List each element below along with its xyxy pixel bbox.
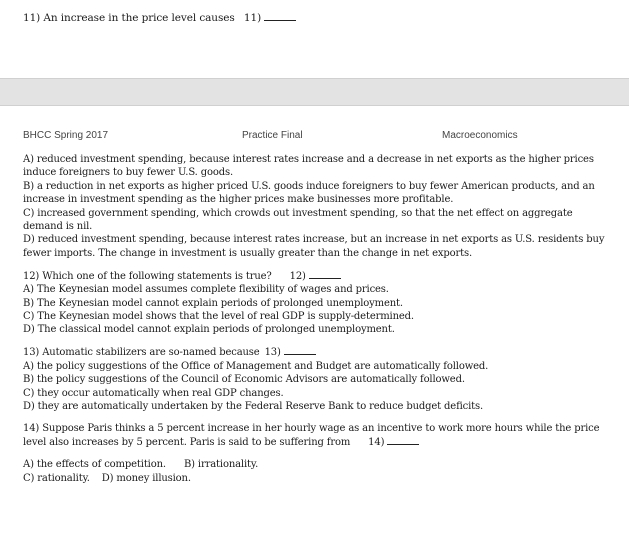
q11-option-b: B) a reduction in net exports as higher priced U.S. goods induce foreigners to buy fewer American products, and an increase in investment spending as the higher prices make businesses more profitable.: [23, 180, 595, 206]
page-header: [0, 130, 629, 144]
header-title: Practice Final: [242, 130, 303, 141]
q12-option-c: C) The Keynesian model shows that the level of real GDP is supply-determined.: [23, 310, 414, 322]
header-subject: Macroeconomics: [442, 130, 518, 141]
answer-blank-11[interactable]: [264, 11, 296, 21]
answer-blank-13[interactable]: [284, 345, 316, 355]
question-14-text: 14) Suppose Paris thinks a 5 percent increase in her hourly wage as an incentive to work more hours while the price level also increases by 5 percent. Paris is said to be suffering from: [23, 422, 600, 449]
q11-option-a: A) reduced investment spending, because interest rates increase and a decrease in net exports as the higher prices induce foreigners to buy fewer U.S. goods.: [23, 154, 594, 179]
page-break: [0, 78, 629, 106]
q14-option-a: A) the effects of competition.: [23, 459, 166, 471]
previous-page-bottom: [0, 0, 629, 78]
q13-option-d: D) they are automatically undertaken by the Federal Reserve Bank to reduce budget deficits.: [23, 400, 484, 412]
question-body: [23, 153, 605, 485]
q11-option-d: D) reduced investment spending, because interest rates increase, but an increase in net exports as U.S. residents buy fewer imports. The change in investment is usually greater than the change in net exports.: [23, 234, 605, 259]
question-12-text: 12) Which one of the following statements is true?: [23, 270, 272, 282]
q14-option-c: C) rationality.: [23, 472, 90, 484]
question-11-stem: [23, 11, 296, 24]
q12-option-d: D) The classical model cannot explain periods of prolonged unemployment.: [23, 324, 395, 336]
q11-option-c: C) increased government spending, which crowds out investment spending, so that the net effect on aggregate demand is nil.: [23, 207, 573, 233]
question-14-stem: [23, 422, 605, 450]
q13-option-a: A) the policy suggestions of the Office of Management and Budget are automatically followed.: [23, 360, 489, 372]
q14-option-b: B) irrationality.: [183, 459, 259, 471]
question-11-text: 11) An increase in the price level causes: [23, 12, 235, 24]
question-13-text: 13) Automatic stabilizers are so-named because: [23, 347, 260, 359]
q13-option-b: B) the policy suggestions of the Council of Economic Advisors are automatically followed.: [23, 374, 465, 386]
question-11-ref: 11): [243, 12, 262, 24]
question-12-ref: 12): [289, 270, 306, 282]
question-14-ref: 14): [368, 437, 385, 449]
header-course: BHCC Spring 2017: [23, 130, 109, 141]
answer-blank-12[interactable]: [309, 269, 341, 279]
question-13-ref: 13): [264, 347, 281, 359]
q13-option-c: C) they occur automatically when real GDP changes.: [23, 387, 284, 399]
question-13-stem: [23, 345, 605, 359]
q12-option-a: A) The Keynesian model assumes complete flexibility of wages and prices.: [23, 284, 389, 296]
q14-options-row-2: [23, 472, 605, 485]
q14-option-d: D) money illusion.: [101, 472, 191, 484]
q12-option-b: B) The Keynesian model cannot explain periods of prolonged unemployment.: [23, 297, 403, 309]
answer-blank-14[interactable]: [387, 435, 419, 445]
q14-options-row-1: [23, 458, 605, 471]
question-12-stem: [23, 269, 605, 283]
